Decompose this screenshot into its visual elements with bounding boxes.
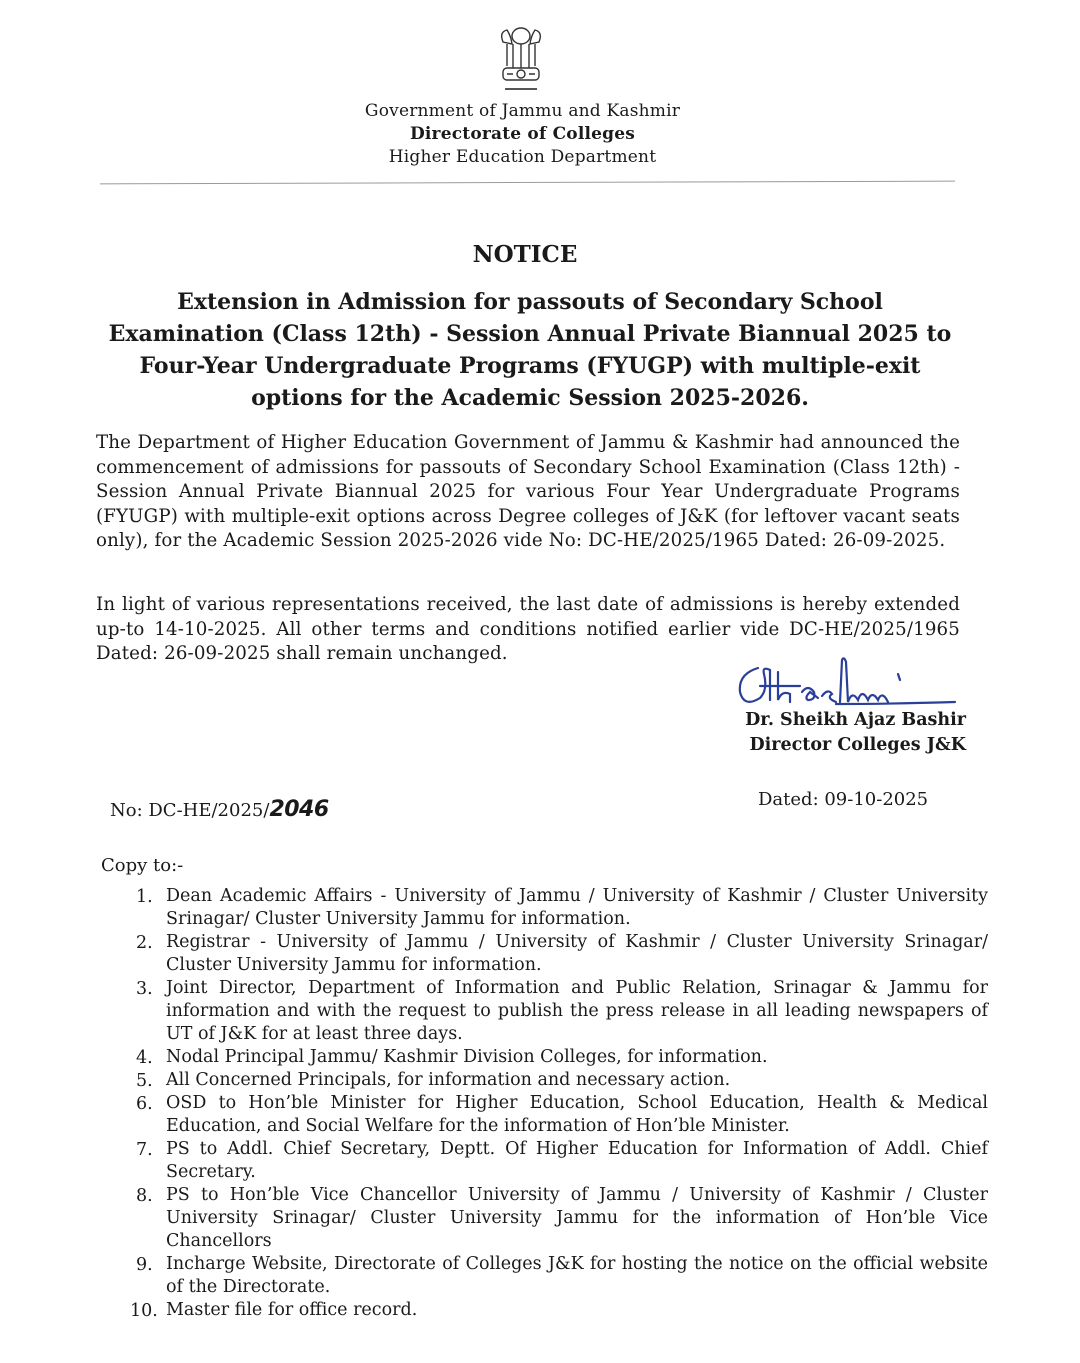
list-item-text: All Concerned Principals, for information and necessary action. xyxy=(166,1070,731,1090)
state-emblem-icon xyxy=(493,22,549,100)
issue-date: Dated: 09-10-2025 xyxy=(758,789,929,810)
reference-number xyxy=(110,797,329,822)
notice-title: NOTICE xyxy=(472,241,578,268)
list-item: 3. Joint Director, Department of Information and Public Relation, Srinagar & Jammu for information and with the request to publish the press release in all leading newspapers of UT of J&K for at least three days. xyxy=(136,978,988,1044)
copy-to-label: Copy to:- xyxy=(101,855,184,876)
handwritten-signature-icon xyxy=(730,652,960,714)
list-item: 10. Master file for office record. xyxy=(130,1300,418,1321)
list-item: 1. Dean Academic Affairs - University of Jammu / University of Kashmir / Cluster University Srinagar/ Cluster University Jammu for information. xyxy=(136,886,988,929)
copy-to-list xyxy=(130,885,988,1322)
list-item-text: Registrar - University of Jammu / University of Kashmir / Cluster University Srinagar/ Cluster University Jammu for information. xyxy=(166,932,988,975)
list-item: 2. Registrar - University of Jammu / University of Kashmir / Cluster University Srinagar/ Cluster University Jammu for information. xyxy=(136,932,988,975)
list-item: 8. PS to Hon’ble Vice Chancellor University of Jammu / University of Kashmir / Cluster University Srinagar/ Cluster University Jammu for the information of Hon’ble Vice Chancellors xyxy=(136,1185,988,1251)
list-item: 9. Incharge Website, Directorate of Colleges J&K for hosting the notice on the official website of the Directorate. xyxy=(136,1254,988,1297)
list-item-text: Incharge Website, Directorate of Colleges J&K for hosting the notice on the official website of the Directorate. xyxy=(166,1254,988,1297)
list-item-text: Dean Academic Affairs - University of Jammu / University of Kashmir / Cluster University Srinagar/ Cluster University Jammu for information. xyxy=(166,886,988,929)
list-item: 4. Nodal Principal Jammu/ Kashmir Division Colleges, for information. xyxy=(136,1047,768,1068)
list-item: 6. OSD to Hon’ble Minister for Higher Education, School Education, Health & Medical Education, and Social Welfare for the information of Hon’ble Minister. xyxy=(136,1093,988,1136)
reference-prefix: No: DC-HE/2025/ xyxy=(110,800,270,821)
notice-paragraph-2: In light of various representations received, the last date of admissions is hereby extended up-to 14-10-2025. All other terms and conditions notified earlier vide DC-HE/2025/1965 Dated: 26-09-2025 shall remain unchanged. xyxy=(96,594,960,664)
notice-paragraph-1: The Department of Higher Education Government of Jammu & Kashmir had announced the commencement of admissions for passouts of Secondary School Examination (Class 12th) - Session Annual Private Biannual 2025 for various Four Year Undergraduate Programs (FYUGP) with multiple-exit options across Degree colleges of J&K (for leftover vacant seats only), for the Academic Session 2025-2026 vide No: DC-HE/2025/1965 Dated: 26-09-2025. xyxy=(96,432,960,551)
letterhead-department: Higher Education Department xyxy=(388,147,657,167)
list-item-text: OSD to Hon’ble Minister for Higher Education, School Education, Health & Medical Education, and Social Welfare for the information of Hon’ble Minister. xyxy=(166,1093,988,1136)
list-item-text: Joint Director, Department of Information and Public Relation, Srinagar & Jammu for information and with the request to publish the press release in all leading newspapers of UT of J&K for at least three days. xyxy=(166,978,988,1044)
header-divider xyxy=(100,181,955,185)
list-item: 7. PS to Addl. Chief Secretary, Deptt. Of Higher Education for Information of Addl. Chief Secretary. xyxy=(136,1139,988,1182)
handwritten-reference-number: 2046 xyxy=(269,797,329,822)
list-item-text: PS to Addl. Chief Secretary, Deptt. Of Higher Education for Information of Addl. Chief Secretary. xyxy=(166,1139,988,1182)
letterhead-directorate: Directorate of Colleges xyxy=(409,124,636,144)
list-item-text: Nodal Principal Jammu/ Kashmir Division Colleges, for information. xyxy=(166,1047,768,1067)
list-item-text: Master file for office record. xyxy=(166,1300,418,1320)
letterhead-government: Government of Jammu and Kashmir xyxy=(364,101,681,121)
list-item-text: PS to Hon’ble Vice Chancellor University of Jammu / University of Kashmir / Cluster University Srinagar/ Cluster University Jammu for the information of Hon’ble Vice Chancellors xyxy=(166,1185,988,1251)
signatory-designation: Director Colleges J&K xyxy=(749,735,966,755)
notice-subject: Extension in Admission for passouts of Secondary School Examination (Class 12th) - Session Annual Private Biannual 2025 to Four-Year Undergraduate Programs (FYUGP) with multiple-exit options for the Academic Session 2025-2026. xyxy=(108,289,952,411)
list-item: 5. All Concerned Principals, for information and necessary action. xyxy=(136,1070,731,1091)
signatory-name: Dr. Sheikh Ajaz Bashir xyxy=(745,710,966,730)
